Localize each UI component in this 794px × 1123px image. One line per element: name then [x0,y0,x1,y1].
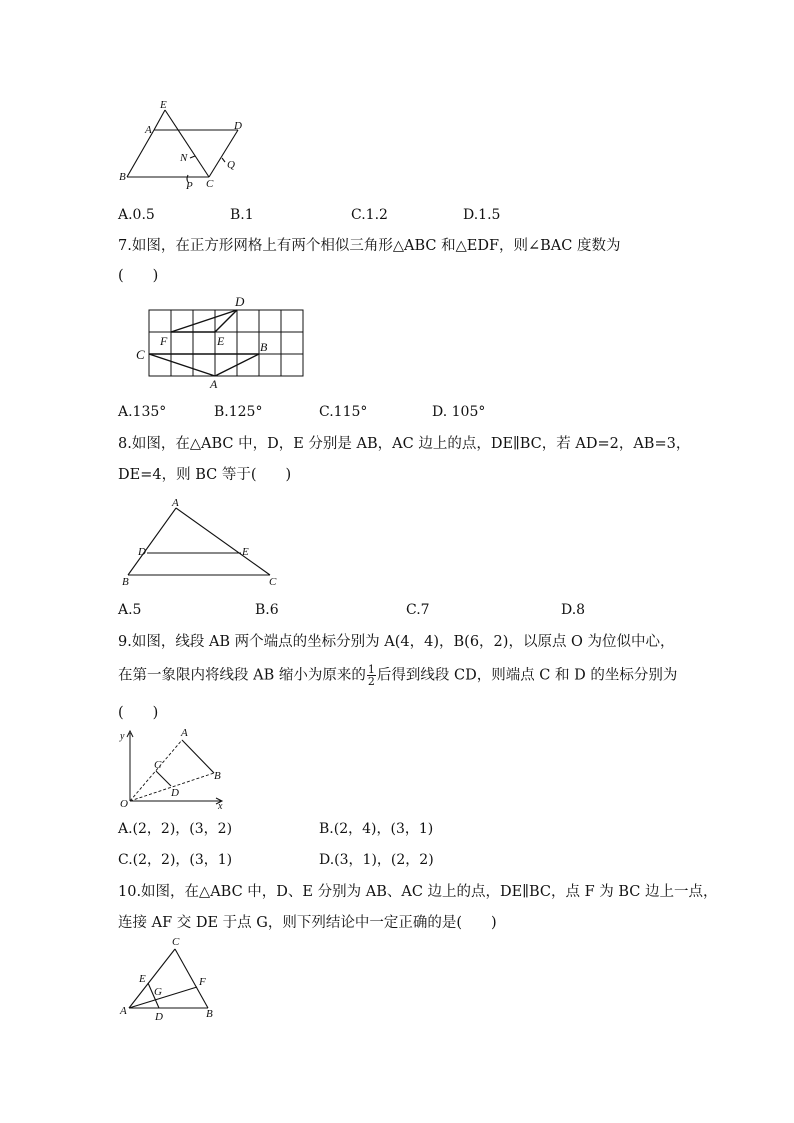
q9-fraction-denominator: 2 [367,675,375,688]
q8-label-C: C [269,576,277,588]
q7-label-D: D [235,294,245,309]
q6-label-A: A [145,124,152,136]
q6-label-P: P [186,180,193,192]
q7-label-F: F [160,334,168,348]
q9-fraction-numerator: 1 [367,663,375,676]
q8-label-B: B [122,576,129,588]
q9-option-d: D.(3，1)，(2，2) [319,852,434,868]
q7-label-E: E [217,334,225,348]
q10-label-G: G [154,986,162,998]
q6-option-d: D.1.5 [463,207,501,223]
q6-label-D: D [234,120,242,132]
q7-grid-figure [133,292,313,392]
q9-label-A: A [181,727,188,739]
q6-label-C: C [206,178,214,190]
q8-label-E: E [242,546,249,558]
q10-label-C: C [172,936,180,948]
q7-label-B: B [260,340,268,354]
q10-question-line-1: 10.如图，在△ABC 中，D、E 分别为 AB、AC 边上的点，DE∥BC，点 F 为 BC 边上一点， [118,884,718,900]
q7-label-A: A [210,377,218,391]
q9-label-B: B [214,770,221,782]
q10-figure [118,935,228,1025]
q7-label-C: C [136,347,145,362]
q9-question-line-2 [118,664,677,687]
q6-figure [118,98,258,193]
q9-coordinate-figure [118,727,233,812]
q8-question-line-1: 8.如图，在△ABC 中，D，E 分别是 AB，AC 边上的点，DE∥BC，若 AD=2，AB=3， [118,436,691,452]
q7-option-d: D. 105° [432,404,486,420]
q9-label-C: C [154,759,162,771]
q10-label-D: D [155,1011,163,1023]
q7-option-a: A.135° [118,404,167,420]
q9-question-line-3: ( ) [118,705,159,721]
q8-label-D: D [138,546,146,558]
q10-label-B: B [206,1008,213,1020]
q9-label-y: y [120,731,125,742]
q10-question-line-2: 连接 AF 交 DE 于点 G，则下列结论中一定正确的是( ) [118,915,497,931]
q6-label-E: E [160,99,167,111]
q9-option-b: B.(2，4)，(3，1) [319,821,434,837]
q9-question-line-1: 9.如图，线段 AB 两个端点的坐标分别为 A(4，4)，B(6，2)，以原点 O 为位似中心， [118,634,675,650]
q6-option-b: B.1 [230,207,254,223]
q8-option-d: D.8 [561,602,586,618]
q8-option-c: C.7 [406,602,430,618]
q9-fraction [367,664,376,687]
q10-label-F: F [199,976,206,988]
q8-label-A: A [172,497,179,509]
q6-label-Q: Q [227,159,235,171]
q6-option-a: A.0.5 [118,207,155,223]
q9-label-x: x [218,801,223,812]
q9-line-2-text-before: 在第一象限内将线段 AB 缩小为原来的 [118,667,366,684]
q7-option-c: C.115° [319,404,368,420]
q8-figure [118,496,288,591]
q7-option-b: B.125° [214,404,263,420]
q9-label-D: D [171,787,179,799]
q10-label-E: E [139,973,146,985]
q6-label-B: B [119,171,126,183]
q6-label-N: N [180,152,188,164]
q9-option-c: C.(2，2)，(3，1) [118,852,233,868]
q10-label-A: A [120,1005,127,1017]
q7-question-line-1: 7.如图，在正方形网格上有两个相似三角形△ABC 和△EDF，则∠BAC 度数为 [118,238,621,254]
q6-option-c: C.1.2 [351,207,388,223]
q9-label-O: O [120,798,128,810]
q8-question-line-2: DE=4，则 BC 等于( ) [118,467,292,483]
q9-option-a: A.(2，2)，(3，2) [118,821,233,837]
q9-line-2-text-after: 后得到线段 CD，则端点 C 和 D 的坐标分别为 [376,667,678,684]
q8-option-a: A.5 [118,602,142,618]
q7-question-line-2: ( ) [118,268,159,284]
q8-option-b: B.6 [255,602,279,618]
